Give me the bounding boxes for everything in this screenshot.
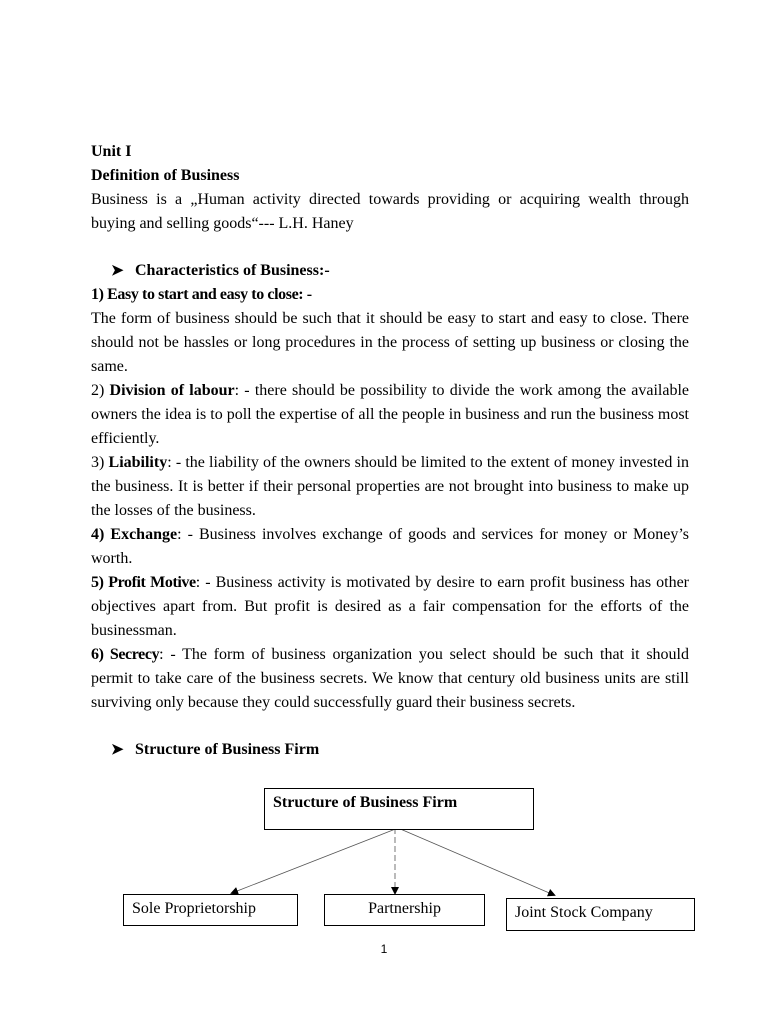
item-3 bbox=[91, 451, 689, 523]
joint-stock-company-box: Joint Stock Company bbox=[506, 898, 695, 931]
page-number: 1 bbox=[380, 942, 388, 956]
characteristics-heading: ➤ Characteristics of Business:- bbox=[91, 259, 689, 283]
item-1-label: 1) Easy to start and easy to close: - bbox=[91, 286, 312, 303]
item-1-text: The form of business should be such that it should be easy to start and easy to close. There should not be hassles or long procedures in the process of setting up business or closing the same. bbox=[91, 310, 689, 375]
item-5-text: : - Business activity is motivated by desire to earn profit business has other objectives apart from. But profit is desired as a fair compensation for the efforts of the businessman. bbox=[91, 574, 689, 639]
partnership-box: Partnership bbox=[324, 894, 485, 926]
item-4-label: 4) Exchange bbox=[91, 526, 178, 543]
item-6 bbox=[91, 643, 689, 715]
item-5 bbox=[91, 571, 689, 643]
sole-proprietorship-box: Sole Proprietorship bbox=[123, 894, 298, 926]
connector-line-right bbox=[398, 828, 554, 895]
item-3-prefix: 3) bbox=[91, 454, 109, 471]
item-6-label: 6) Secrecy bbox=[91, 646, 160, 663]
structure-heading: ➤ Structure of Business Firm bbox=[91, 738, 689, 762]
item-3-label: Liability bbox=[108, 454, 168, 471]
definition-heading: Definition of Business bbox=[91, 167, 240, 184]
arrow-bullet-icon: ➤ bbox=[111, 742, 124, 758]
arrow-bullet-icon: ➤ bbox=[111, 263, 124, 279]
structure-root-box: Structure of Business Firm bbox=[264, 788, 534, 830]
document-body bbox=[91, 140, 689, 762]
item-4 bbox=[91, 523, 689, 571]
item-3-text: : - the liability of the owners should be limited to the extent of money invested in the business. It is better if their personal properties are not brought into business to make up the losses of the business. bbox=[91, 454, 690, 519]
item-2-label: Division of labour bbox=[109, 382, 235, 399]
item-6-text: : - The form of business organization you select should be such that it should permit to take care of the business secrets. We know that century old business units are still surviving only because they could successfully guard their business secrets. bbox=[91, 646, 689, 711]
unit-title: Unit I bbox=[91, 143, 132, 160]
item-2-text: : - there should be possibility to divide the work among the available owners the idea is to poll the expertise of all the people in business and run the business most efficiently. bbox=[91, 382, 690, 447]
item-2-prefix: 2) bbox=[91, 382, 110, 399]
item-5-label: 5) Profit Motive bbox=[91, 574, 196, 591]
definition-text: Business is a „Human activity directed towards providing or acquiring wealth through buying and selling goods“--- L.H. Haney bbox=[91, 191, 689, 232]
item-4-text: : - Business involves exchange of goods and services for money or Money’s worth. bbox=[91, 526, 690, 567]
connector-line-left bbox=[232, 828, 398, 893]
item-2 bbox=[91, 379, 689, 451]
